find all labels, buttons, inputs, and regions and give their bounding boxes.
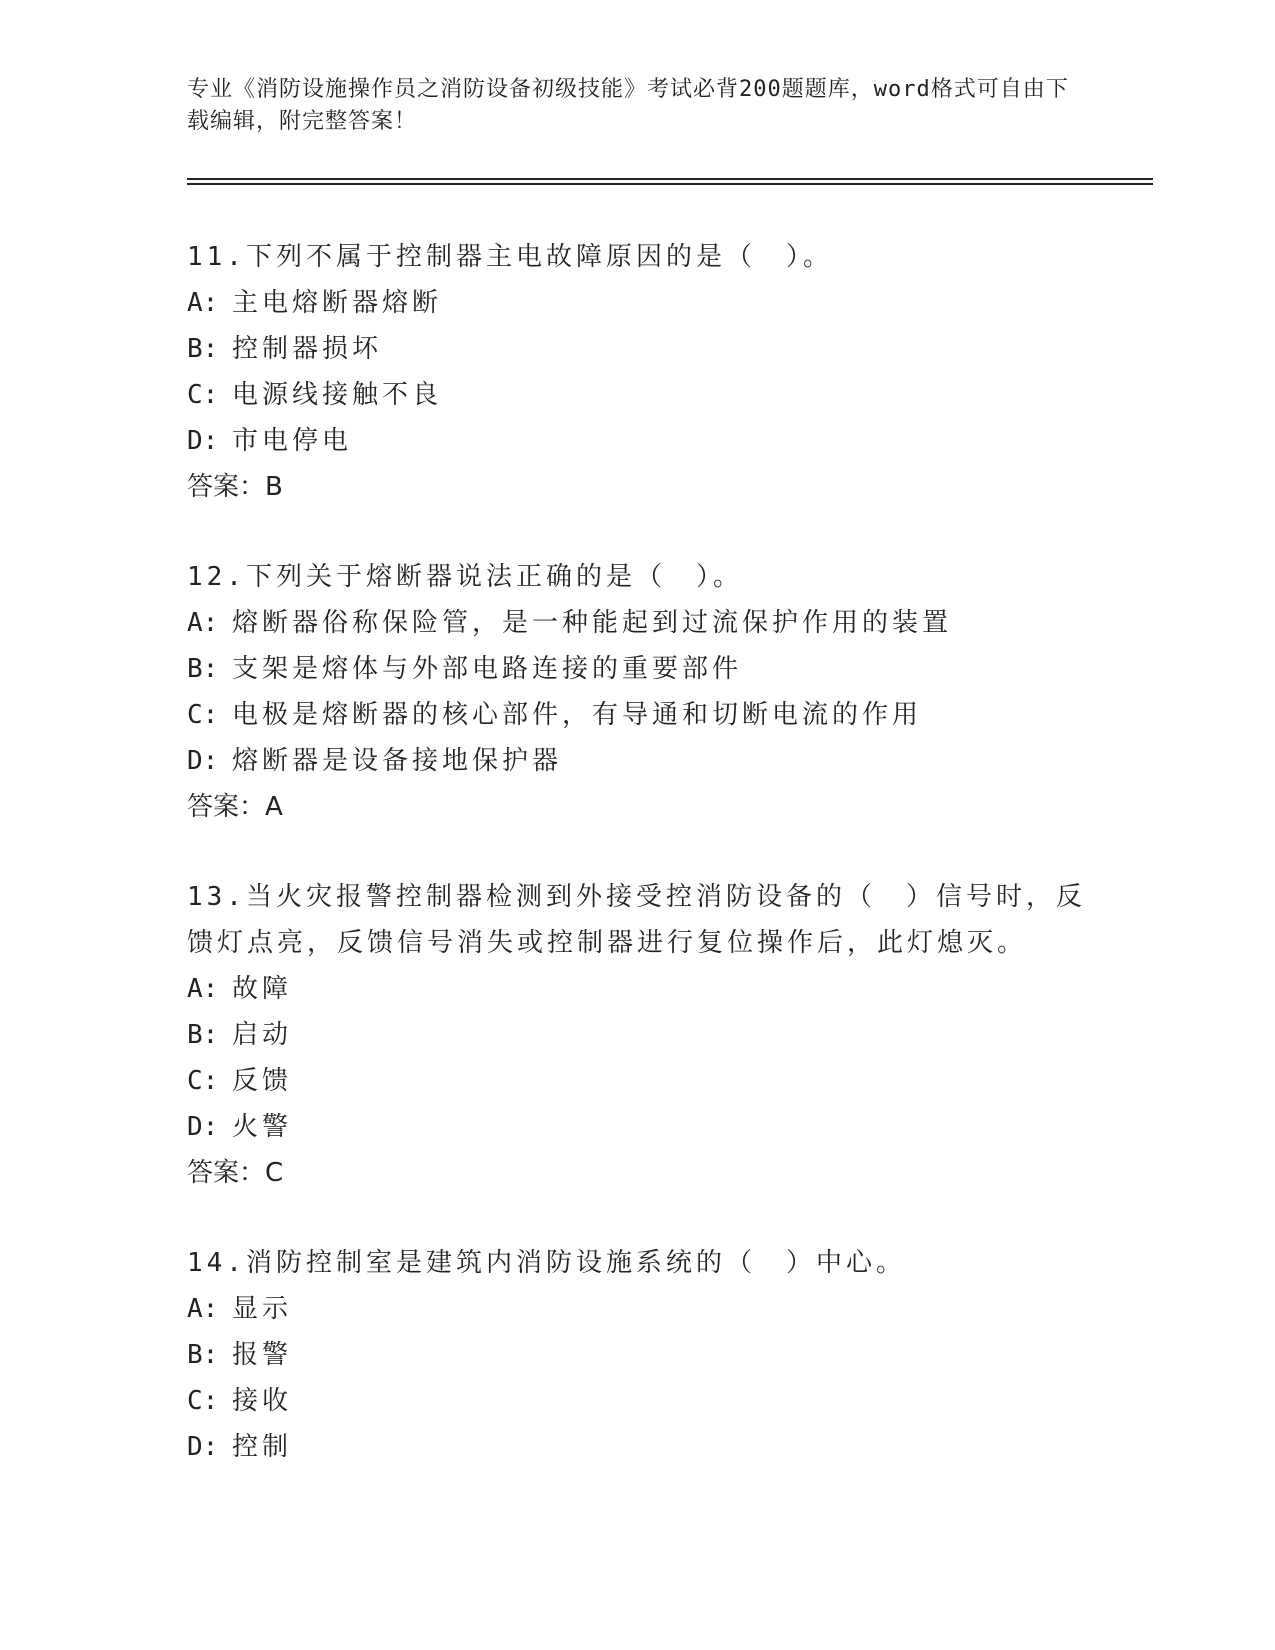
option-text: 启动 bbox=[232, 1020, 293, 1050]
answer-line: 答案：B bbox=[187, 472, 283, 502]
option-letter: D: bbox=[187, 746, 219, 776]
header-divider-bottom bbox=[187, 183, 1153, 185]
option-text: 显示 bbox=[232, 1294, 293, 1324]
option-a bbox=[187, 280, 1107, 326]
option-text: 熔断器俗称保险管，是一种能起到过流保护作用的装置 bbox=[232, 608, 953, 638]
option-letter: A: bbox=[187, 288, 219, 318]
option-text: 主电熔断器熔断 bbox=[232, 288, 443, 318]
option-text: 电源线接触不良 bbox=[232, 380, 443, 410]
question-13 bbox=[187, 874, 1107, 1196]
option-b bbox=[187, 1332, 1107, 1378]
option-c bbox=[187, 1378, 1107, 1424]
option-letter: C: bbox=[187, 1386, 219, 1416]
option-letter: D: bbox=[187, 426, 219, 456]
option-text: 市电停电 bbox=[232, 426, 353, 456]
option-b bbox=[187, 326, 1107, 372]
option-letter: B: bbox=[187, 334, 219, 364]
option-d bbox=[187, 418, 1107, 464]
question-12 bbox=[187, 554, 1107, 830]
option-a bbox=[187, 1286, 1107, 1332]
question-14 bbox=[187, 1240, 1107, 1470]
option-letter: C: bbox=[187, 1066, 219, 1096]
option-text: 熔断器是设备接地保护器 bbox=[232, 746, 563, 776]
option-d bbox=[187, 738, 1107, 784]
option-a bbox=[187, 600, 1107, 646]
option-letter: B: bbox=[187, 1340, 219, 1370]
option-letter: D: bbox=[187, 1432, 219, 1462]
option-text: 控制 bbox=[232, 1432, 293, 1462]
question-stem: 13.当火灾报警控制器检测到外接受控消防设备的（ ）信号时，反馈灯点亮，反馈信号消失或控制器进行复位操作后，此灯熄灭。 bbox=[187, 882, 1086, 958]
question-stem: 14.消防控制室是建筑内消防设施系统的（ ）中心。 bbox=[187, 1248, 906, 1278]
option-text: 报警 bbox=[232, 1340, 293, 1370]
option-letter: B: bbox=[187, 1020, 219, 1050]
option-d bbox=[187, 1424, 1107, 1470]
question-stem: 11.下列不属于控制器主电故障原因的是（ ）。 bbox=[187, 242, 833, 272]
option-text: 火警 bbox=[232, 1112, 293, 1142]
option-letter: C: bbox=[187, 700, 219, 730]
question-list bbox=[187, 234, 1107, 1514]
document-header: 专业《消防设施操作员之消防设备初级技能》考试必背200题题库，word格式可自由下载编辑，附完整答案！ bbox=[187, 77, 1069, 134]
option-letter: A: bbox=[187, 1294, 219, 1324]
option-text: 控制器损坏 bbox=[232, 334, 383, 364]
option-text: 反馈 bbox=[232, 1066, 293, 1096]
option-b bbox=[187, 1012, 1107, 1058]
option-text: 电极是熔断器的核心部件，有导通和切断电流的作用 bbox=[232, 700, 923, 730]
option-a bbox=[187, 966, 1107, 1012]
answer-line: 答案：A bbox=[187, 792, 283, 822]
option-letter: D: bbox=[187, 1112, 219, 1142]
option-text: 故障 bbox=[232, 974, 293, 1004]
option-d bbox=[187, 1104, 1107, 1150]
option-b bbox=[187, 646, 1107, 692]
option-letter: C: bbox=[187, 380, 219, 410]
option-c bbox=[187, 692, 1107, 738]
option-c bbox=[187, 1058, 1107, 1104]
option-text: 支架是熔体与外部电路连接的重要部件 bbox=[232, 654, 743, 684]
answer-line: 答案：C bbox=[187, 1158, 284, 1188]
option-letter: A: bbox=[187, 974, 219, 1004]
option-letter: B: bbox=[187, 654, 219, 684]
header-divider-top bbox=[187, 178, 1153, 180]
option-c bbox=[187, 372, 1107, 418]
option-letter: A: bbox=[187, 608, 219, 638]
question-11 bbox=[187, 234, 1107, 510]
question-stem: 12.下列关于熔断器说法正确的是（ ）。 bbox=[187, 562, 743, 592]
option-text: 接收 bbox=[232, 1386, 293, 1416]
